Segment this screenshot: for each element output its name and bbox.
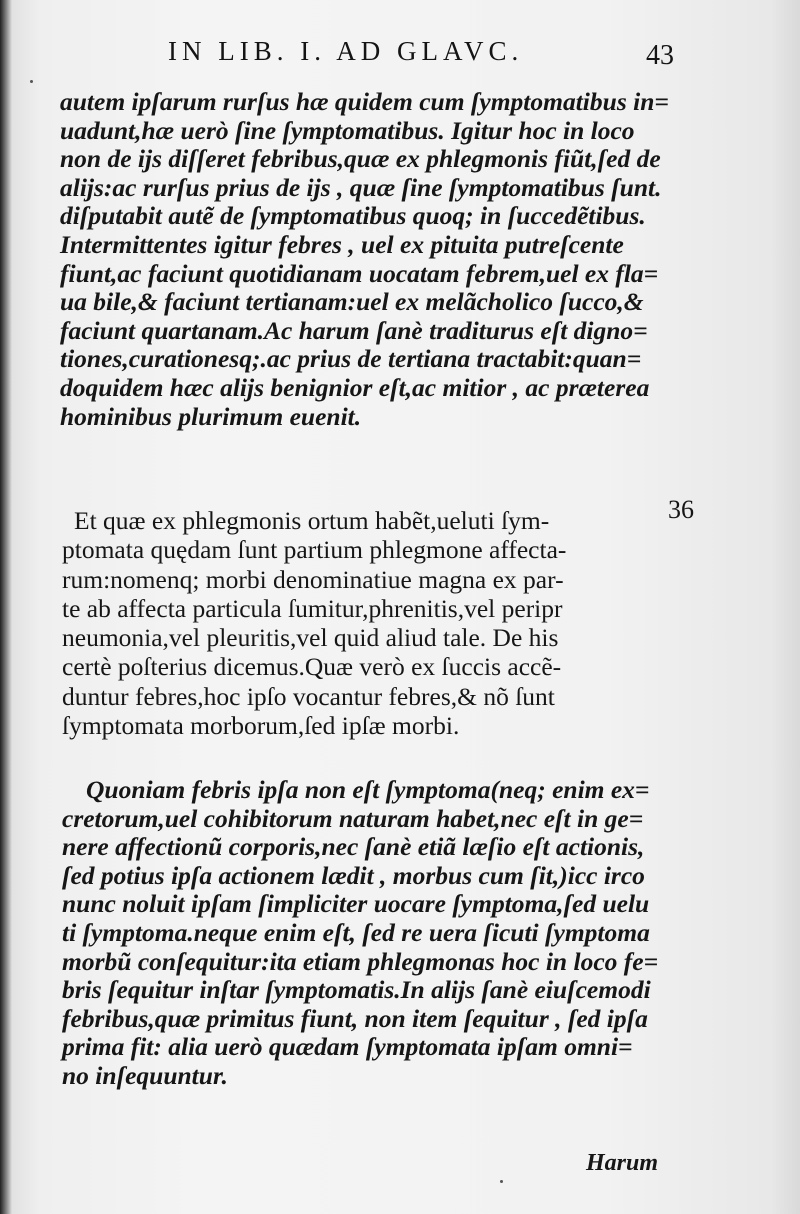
ink-speck [30, 80, 33, 83]
text-line: fiunt,ac faciunt quotidianam uocatam febrem,uel ex fla= [60, 258, 659, 288]
text-line: non de ijs diſſeret febribus,quæ ex phlegmonis fiũt,ſed de [60, 144, 661, 174]
text-line: autem ipſarum rurſus hæ quidem cum ſymptomatibus in= [60, 87, 669, 116]
text-line: hominibus plurimum euenit. [60, 401, 362, 431]
text-line: nunc noluit ipſam ſimpliciter uocare ſymptoma,ſed uelu [62, 889, 650, 919]
text-line: doquidem hæc alijs benignior eſt,ac mitior , ac præterea [60, 372, 650, 402]
text-line: tiones,curationesq;.ac prius de tertiana tractabit:quan= [60, 344, 642, 374]
catchword: Harum [586, 1150, 659, 1176]
text-line: prima fit: alia uerò quædam ſymptomata ipſam omni= [62, 1032, 633, 1062]
page-gutter-shadow [0, 0, 12, 1214]
text-line: cretorum,uel cohibitorum naturam habet,nec eſt in ge= [62, 803, 644, 833]
text-line: neumonia,vel pleuritis,vel quid aliud tale. De his [62, 623, 559, 653]
text-line: ptomata quędam ſunt partium phlegmone affecta- [62, 535, 567, 565]
text-line: duntur febres,hoc ipſo vocantur febres,& nõ ſunt [62, 681, 555, 711]
running-head: IN LIB. I. AD GLAVC. [168, 36, 524, 66]
commentary-paragraph-1 [60, 88, 669, 431]
text-line: febribus,quæ primitus fiunt, non item ſequitur , ſed ipſa [62, 1003, 648, 1033]
page-number: 43 [646, 40, 674, 71]
text-line: nere affectionũ corporis,nec ſanè etiã læſio eſt actionis, [62, 832, 645, 862]
text-line: certè poſterius dicemus.Quæ verò ex ſuccis accẽ- [62, 652, 562, 682]
text-line: te ab affecta particula ſumitur,phrenitis,vel peripr [62, 593, 563, 623]
text-line: ti ſymptoma.neque enim eſt, ſed re uera ſicuti ſymptoma [62, 917, 650, 947]
text-line: morbũ conſequitur:ita etiam phlegmonas hoc in loco fe= [62, 946, 659, 976]
text-line: diſputabit autẽ de ſymptomatibus quoq; in ſuccedẽtibus. [60, 201, 646, 231]
galen-text-paragraph [62, 506, 567, 741]
text-line: rum:nomenq; morbi denominatiue magna ex par- [62, 564, 564, 594]
text-line: Intermittentes igitur febres , uel ex pituita putreſcente [60, 229, 624, 259]
commentary-paragraph-2 [62, 776, 658, 1091]
text-line: Quoniam febris ipſa non eſt ſymptoma(neq; enim ex= [86, 775, 650, 804]
text-line: ua bile,& faciunt tertianam:uel ex melãcholico ſucco,& [60, 287, 644, 317]
margin-note: 36 [668, 495, 694, 524]
text-line: uadunt,hæ uerò ſine ſymptomatibus. Igitur hoc in loco [60, 115, 635, 145]
text-line: Et quæ ex phlegmonis ortum habẽt,ueluti ſym- [74, 506, 550, 535]
text-line: no inſequuntur. [62, 1060, 228, 1090]
text-line: alijs:ac rurſus prius de ijs , quæ ſine ſymptomatibus ſunt. [60, 172, 662, 202]
ink-speck [500, 1180, 503, 1183]
text-line: ſymptomata morborum,ſed ipſæ morbi. [62, 711, 460, 741]
text-line: faciunt quartanam.Ac harum ſanè traditurus eſt digno= [60, 315, 648, 345]
text-line: ſed potius ipſa actionem lædit , morbus cum ſit,)icc irco [62, 860, 645, 890]
text-line: bris ſequitur inſtar ſymptomatis.In alijs ſanè eiuſcemodi [62, 975, 651, 1005]
